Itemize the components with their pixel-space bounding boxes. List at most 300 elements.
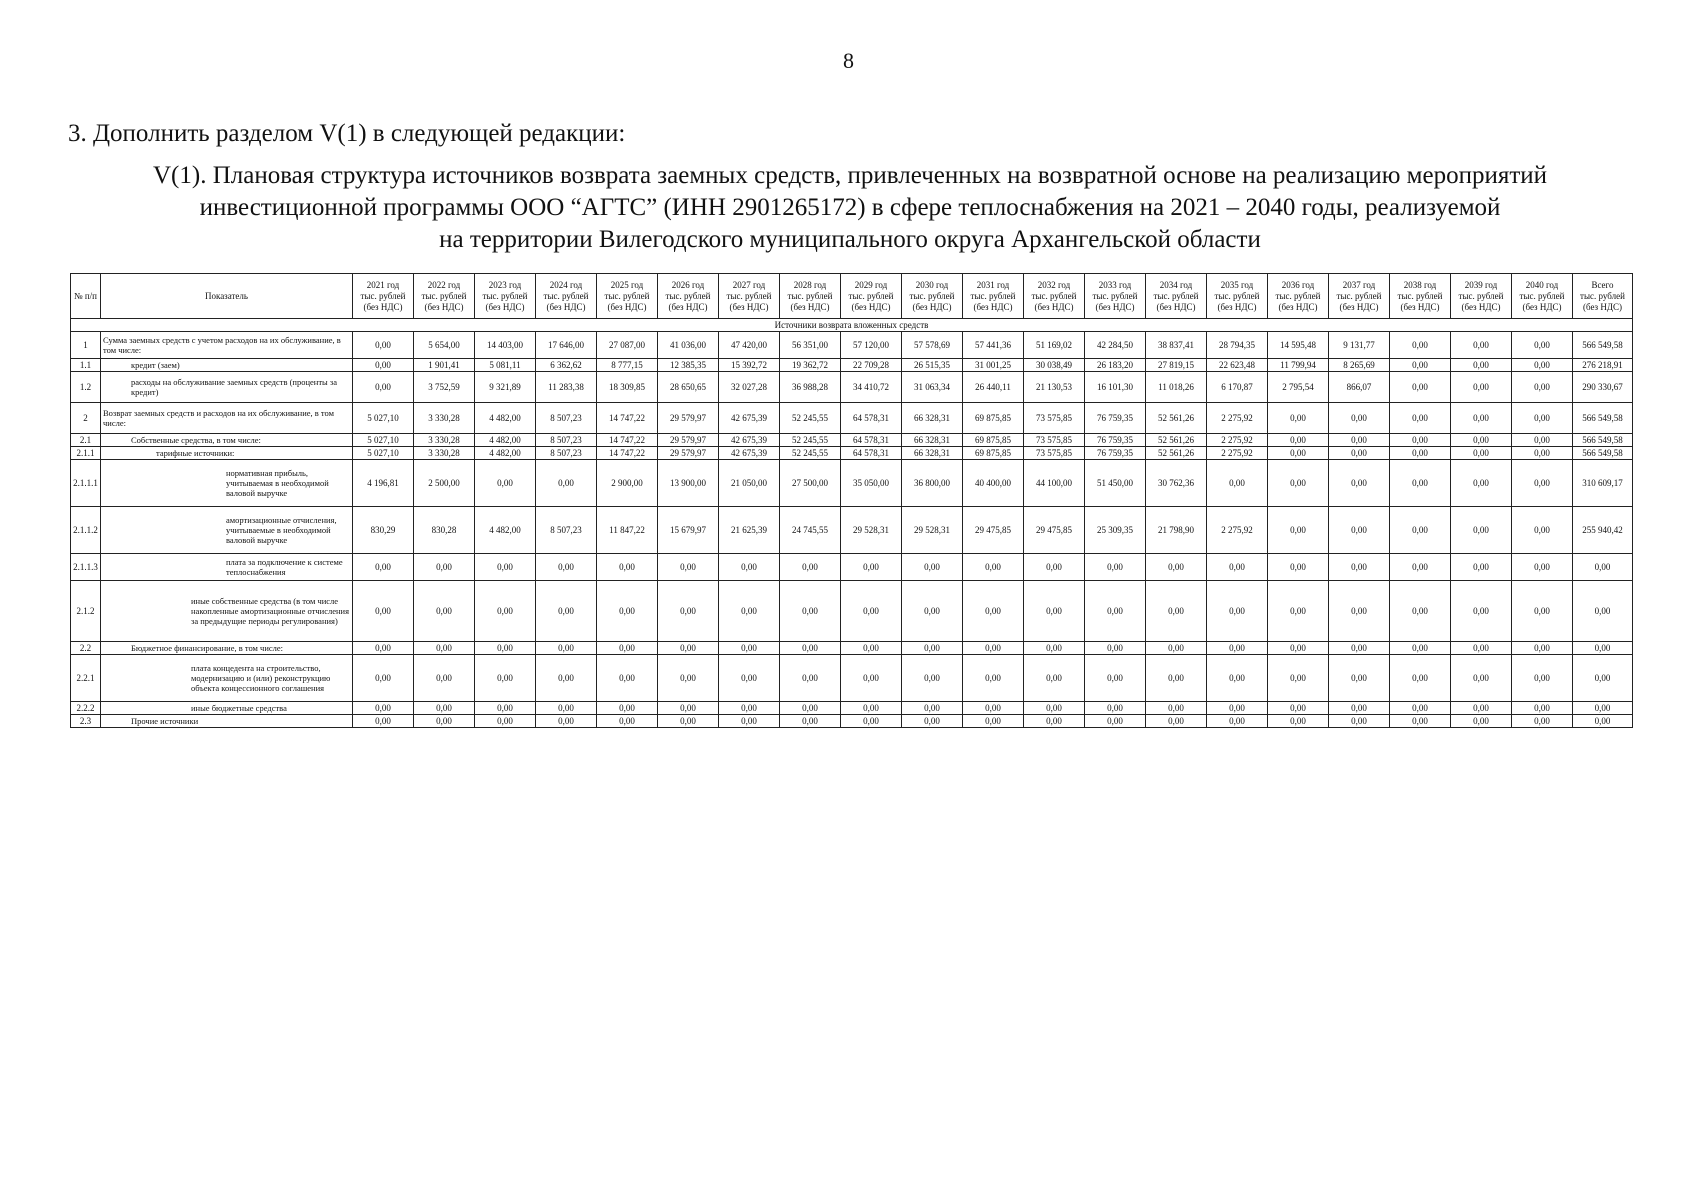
row-value: 0,00 — [1329, 581, 1390, 642]
row-value: 64 578,31 — [841, 434, 902, 447]
instruction-text: 3. Дополнить разделом V(1) в следующей редакции: — [68, 120, 626, 147]
row-value: 52 561,26 — [1146, 447, 1207, 460]
row-value: 15 679,97 — [658, 507, 719, 554]
header-vat: (без НДС) — [607, 301, 647, 312]
row-value: 0,00 — [475, 581, 536, 642]
row-value: 0,00 — [1451, 655, 1512, 702]
table-row — [71, 403, 1633, 434]
row-value: 0,00 — [1268, 507, 1329, 554]
row-value: 0,00 — [1390, 434, 1451, 447]
header-vat: (без НДС) — [1339, 301, 1379, 312]
row-value: 0,00 — [1390, 581, 1451, 642]
header-vat: (без НДС) — [424, 301, 464, 312]
row-value: 0,00 — [1512, 447, 1573, 460]
row-value: 25 309,35 — [1085, 507, 1146, 554]
header-vat: (без НДС) — [485, 301, 525, 312]
row-value: 5 654,00 — [414, 332, 475, 359]
row-value: 0,00 — [780, 715, 841, 728]
row-value: 31 063,34 — [902, 372, 963, 403]
row-value: 73 575,85 — [1024, 403, 1085, 434]
row-value: 2 500,00 — [414, 460, 475, 507]
row-value: 0,00 — [1512, 434, 1573, 447]
row-value: 0,00 — [414, 642, 475, 655]
header-unit: тыс. рублей — [1336, 290, 1382, 301]
row-value: 0,00 — [719, 702, 780, 715]
header-year-label: 2035 год — [1220, 279, 1254, 290]
header-indicator: Показатель — [101, 274, 353, 319]
header-year-label: 2034 год — [1159, 279, 1193, 290]
header-year — [597, 274, 658, 319]
row-value: 0,00 — [1390, 372, 1451, 403]
row-value: 0,00 — [475, 642, 536, 655]
row-value: 76 759,35 — [1085, 447, 1146, 460]
row-value: 0,00 — [963, 581, 1024, 642]
row-value: 0,00 — [1451, 447, 1512, 460]
row-indicator: Возврат заемных средств и расходов на их обслуживание, в том числе: — [101, 403, 353, 434]
header-vat: (без НДС) — [1034, 301, 1074, 312]
row-indicator: иные бюджетные средства — [101, 702, 353, 715]
row-value: 11 283,38 — [536, 372, 597, 403]
row-value: 36 988,28 — [780, 372, 841, 403]
row-value: 2 275,92 — [1207, 434, 1268, 447]
title-line: V(1). Плановая структура источников возврата заемных средств, привлеченных на возвратной основе на реализацию мероприятий — [152, 162, 1548, 189]
row-value: 0,00 — [1329, 702, 1390, 715]
row-value: 0,00 — [1268, 702, 1329, 715]
row-value: 28 794,35 — [1207, 332, 1268, 359]
row-indicator: плата за подключение к системе теплоснабжения — [101, 554, 353, 581]
row-value: 0,00 — [1024, 715, 1085, 728]
row-value: 29 475,85 — [963, 507, 1024, 554]
row-value: 3 330,28 — [414, 447, 475, 460]
row-value: 56 351,00 — [780, 332, 841, 359]
row-value: 8 777,15 — [597, 359, 658, 372]
row-value: 0,00 — [353, 581, 414, 642]
header-year — [1390, 274, 1451, 319]
row-value: 0,00 — [1451, 434, 1512, 447]
row-number: 2.1.2 — [71, 581, 101, 642]
header-year — [414, 274, 475, 319]
row-value: 0,00 — [1512, 655, 1573, 702]
row-value: 0,00 — [1146, 655, 1207, 702]
row-value: 0,00 — [1451, 359, 1512, 372]
row-value: 14 747,22 — [597, 403, 658, 434]
row-value: 0,00 — [597, 702, 658, 715]
header-year-label: 2032 год — [1037, 279, 1071, 290]
row-value: 0,00 — [597, 554, 658, 581]
row-value: 29 475,85 — [1024, 507, 1085, 554]
row-indicator: иные собственные средства (в том числе накопленные амортизационные отчисления за предыдущие периоды регулирования) — [101, 581, 353, 642]
row-value: 0,00 — [1390, 715, 1451, 728]
header-year — [658, 274, 719, 319]
row-value: 27 087,00 — [597, 332, 658, 359]
row-total: 276 218,91 — [1573, 359, 1633, 372]
row-value: 18 309,85 — [597, 372, 658, 403]
row-value: 29 579,97 — [658, 403, 719, 434]
table-header-row — [71, 274, 1633, 319]
row-value: 0,00 — [841, 702, 902, 715]
row-value: 0,00 — [536, 702, 597, 715]
header-year — [1268, 274, 1329, 319]
row-value: 69 875,85 — [963, 447, 1024, 460]
row-value: 0,00 — [1451, 581, 1512, 642]
table-row — [71, 715, 1633, 728]
row-value: 0,00 — [658, 642, 719, 655]
row-value: 0,00 — [1451, 715, 1512, 728]
row-value: 0,00 — [1512, 460, 1573, 507]
row-value: 0,00 — [719, 581, 780, 642]
row-value: 11 799,94 — [1268, 359, 1329, 372]
row-value: 24 745,55 — [780, 507, 841, 554]
table-row — [71, 642, 1633, 655]
row-value: 0,00 — [780, 554, 841, 581]
header-vat: (без НДС) — [1461, 301, 1501, 312]
row-indicator: плата концедента на строительство, модернизацию и (или) реконструкцию объекта концессионного соглашения — [101, 655, 353, 702]
row-value: 0,00 — [414, 655, 475, 702]
row-value: 44 100,00 — [1024, 460, 1085, 507]
header-year — [1573, 274, 1633, 319]
row-value: 2 795,54 — [1268, 372, 1329, 403]
table-row — [71, 332, 1633, 359]
row-value: 19 362,72 — [780, 359, 841, 372]
row-value: 0,00 — [1146, 642, 1207, 655]
row-value: 0,00 — [1207, 581, 1268, 642]
header-unit: тыс. рублей — [1397, 290, 1443, 301]
header-unit: тыс. рублей — [1214, 290, 1260, 301]
row-number: 2.2.1 — [71, 655, 101, 702]
row-value: 0,00 — [353, 359, 414, 372]
header-year — [1024, 274, 1085, 319]
row-value: 0,00 — [780, 702, 841, 715]
header-year-label: Всего — [1591, 279, 1614, 290]
row-value: 0,00 — [1329, 460, 1390, 507]
header-year-label: 2038 год — [1403, 279, 1437, 290]
row-value: 0,00 — [1329, 403, 1390, 434]
header-year-label: 2040 год — [1525, 279, 1559, 290]
row-value: 0,00 — [414, 581, 475, 642]
row-value: 0,00 — [1390, 359, 1451, 372]
header-num: № п/п — [71, 274, 101, 319]
header-year-label: 2033 год — [1098, 279, 1132, 290]
row-value: 0,00 — [475, 702, 536, 715]
row-value: 0,00 — [1512, 581, 1573, 642]
row-value: 52 245,55 — [780, 403, 841, 434]
header-vat: (без НДС) — [790, 301, 830, 312]
table-row — [71, 447, 1633, 460]
row-value: 0,00 — [1390, 642, 1451, 655]
row-indicator: кредит (заем) — [101, 359, 353, 372]
row-value: 42 675,39 — [719, 447, 780, 460]
header-vat: (без НДС) — [729, 301, 769, 312]
title-line: на территории Вилегодского муниципального округа Архангельской области — [439, 226, 1261, 253]
row-value: 5 027,10 — [353, 434, 414, 447]
section-label: Источники возврата вложенных средств — [71, 319, 1633, 332]
row-value: 73 575,85 — [1024, 434, 1085, 447]
row-value: 0,00 — [658, 715, 719, 728]
row-number: 2.1.1.2 — [71, 507, 101, 554]
header-year — [1512, 274, 1573, 319]
header-year — [536, 274, 597, 319]
row-value: 0,00 — [1329, 507, 1390, 554]
header-unit: тыс. рублей — [1153, 290, 1199, 301]
row-value: 0,00 — [1024, 655, 1085, 702]
table-wrapper — [70, 273, 1632, 728]
row-value: 0,00 — [1390, 702, 1451, 715]
row-value: 2 900,00 — [597, 460, 658, 507]
row-value: 0,00 — [1024, 702, 1085, 715]
header-unit: тыс. рублей — [1031, 290, 1077, 301]
row-value: 0,00 — [1512, 372, 1573, 403]
row-number: 1.1 — [71, 359, 101, 372]
header-vat: (без НДС) — [1217, 301, 1257, 312]
table-row — [71, 581, 1633, 642]
row-number: 1 — [71, 332, 101, 359]
row-value: 0,00 — [1268, 715, 1329, 728]
row-total: 0,00 — [1573, 715, 1633, 728]
table-row — [71, 372, 1633, 403]
row-value: 0,00 — [1146, 581, 1207, 642]
row-value: 22 623,48 — [1207, 359, 1268, 372]
row-value: 26 440,11 — [963, 372, 1024, 403]
row-value: 0,00 — [1329, 655, 1390, 702]
row-value: 0,00 — [475, 715, 536, 728]
row-value: 0,00 — [719, 655, 780, 702]
header-year-label: 2037 год — [1342, 279, 1376, 290]
header-vat: (без НДС) — [1582, 301, 1622, 312]
row-value: 0,00 — [1268, 447, 1329, 460]
row-value: 0,00 — [963, 554, 1024, 581]
row-value: 0,00 — [1085, 642, 1146, 655]
row-value: 14 747,22 — [597, 434, 658, 447]
row-value: 0,00 — [1268, 434, 1329, 447]
row-value: 0,00 — [1024, 642, 1085, 655]
row-value: 0,00 — [414, 715, 475, 728]
row-value: 4 482,00 — [475, 507, 536, 554]
row-value: 21 130,53 — [1024, 372, 1085, 403]
row-value: 35 050,00 — [841, 460, 902, 507]
row-value: 0,00 — [536, 655, 597, 702]
row-value: 0,00 — [1512, 359, 1573, 372]
row-value: 2 275,92 — [1207, 447, 1268, 460]
row-value: 0,00 — [1268, 554, 1329, 581]
table-row — [71, 554, 1633, 581]
row-value: 11 018,26 — [1146, 372, 1207, 403]
header-year — [780, 274, 841, 319]
row-value: 52 245,55 — [780, 434, 841, 447]
row-value: 0,00 — [963, 702, 1024, 715]
row-value: 0,00 — [1390, 655, 1451, 702]
header-year-label: 2030 год — [915, 279, 949, 290]
row-value: 21 625,39 — [719, 507, 780, 554]
row-value: 0,00 — [658, 581, 719, 642]
row-value: 30 762,36 — [1146, 460, 1207, 507]
row-value: 0,00 — [475, 460, 536, 507]
row-value: 0,00 — [536, 554, 597, 581]
row-value: 5 027,10 — [353, 447, 414, 460]
row-indicator: нормативная прибыль, учитываемая в необходимой валовой выручке — [101, 460, 353, 507]
row-value: 0,00 — [1390, 403, 1451, 434]
header-vat: (без НДС) — [1156, 301, 1196, 312]
row-value: 0,00 — [1268, 581, 1329, 642]
header-vat: (без НДС) — [851, 301, 891, 312]
row-value: 69 875,85 — [963, 403, 1024, 434]
row-value: 0,00 — [475, 554, 536, 581]
row-value: 3 330,28 — [414, 403, 475, 434]
row-value: 0,00 — [1512, 332, 1573, 359]
header-unit: тыс. рублей — [360, 290, 406, 301]
row-value: 0,00 — [1268, 642, 1329, 655]
row-value: 0,00 — [353, 702, 414, 715]
title-line: инвестиционной программы ООО “АГТС” (ИНН 2901265172) в сфере теплоснабжения на 2021 – 2040 годы, реализуемой — [199, 194, 1501, 221]
row-value: 0,00 — [1512, 642, 1573, 655]
table-row — [71, 655, 1633, 702]
row-value: 0,00 — [902, 655, 963, 702]
row-value: 0,00 — [1329, 554, 1390, 581]
row-value: 1 901,41 — [414, 359, 475, 372]
row-number: 2 — [71, 403, 101, 434]
row-value: 28 650,65 — [658, 372, 719, 403]
header-unit: тыс. рублей — [1519, 290, 1565, 301]
row-value: 34 410,72 — [841, 372, 902, 403]
row-value: 0,00 — [963, 655, 1024, 702]
row-value: 42 284,50 — [1085, 332, 1146, 359]
row-indicator: амортизационные отчисления, учитываемые в необходимой валовой выручке — [101, 507, 353, 554]
row-number: 2.2.2 — [71, 702, 101, 715]
header-vat: (без НДС) — [668, 301, 708, 312]
row-value: 0,00 — [719, 642, 780, 655]
row-value: 0,00 — [1207, 715, 1268, 728]
header-vat: (без НДС) — [912, 301, 952, 312]
row-indicator: Бюджетное финансирование, в том числе: — [101, 642, 353, 655]
header-year-label: 2031 год — [976, 279, 1010, 290]
row-value: 64 578,31 — [841, 447, 902, 460]
row-value: 0,00 — [902, 715, 963, 728]
row-value: 830,29 — [353, 507, 414, 554]
row-value: 66 328,31 — [902, 447, 963, 460]
row-value: 0,00 — [353, 554, 414, 581]
row-value: 0,00 — [841, 554, 902, 581]
row-value: 0,00 — [963, 715, 1024, 728]
row-value: 8 507,23 — [536, 434, 597, 447]
header-unit: тыс. рублей — [604, 290, 650, 301]
row-value: 0,00 — [658, 554, 719, 581]
row-value: 8 507,23 — [536, 403, 597, 434]
header-year — [963, 274, 1024, 319]
header-year-label: 2022 год — [427, 279, 461, 290]
row-value: 51 169,02 — [1024, 332, 1085, 359]
row-total: 310 609,17 — [1573, 460, 1633, 507]
row-value: 0,00 — [1390, 554, 1451, 581]
row-number: 1.2 — [71, 372, 101, 403]
row-value: 0,00 — [1268, 655, 1329, 702]
row-value: 8 507,23 — [536, 447, 597, 460]
row-value: 52 561,26 — [1146, 403, 1207, 434]
table-row — [71, 434, 1633, 447]
row-value: 0,00 — [1512, 702, 1573, 715]
row-indicator: тарифные источники: — [101, 447, 353, 460]
row-value: 57 120,00 — [841, 332, 902, 359]
row-value: 0,00 — [902, 702, 963, 715]
row-value: 4 482,00 — [475, 403, 536, 434]
row-value: 0,00 — [1451, 460, 1512, 507]
row-value: 6 170,87 — [1207, 372, 1268, 403]
row-value: 0,00 — [1329, 434, 1390, 447]
row-value: 17 646,00 — [536, 332, 597, 359]
row-value: 0,00 — [353, 655, 414, 702]
row-value: 0,00 — [353, 332, 414, 359]
row-value: 0,00 — [597, 715, 658, 728]
row-value: 0,00 — [1451, 554, 1512, 581]
row-value: 0,00 — [414, 554, 475, 581]
row-value: 0,00 — [719, 715, 780, 728]
header-year-label: 2027 год — [732, 279, 766, 290]
header-unit: тыс. рублей — [482, 290, 528, 301]
header-vat: (без НДС) — [1400, 301, 1440, 312]
row-value: 4 482,00 — [475, 434, 536, 447]
row-value: 0,00 — [841, 715, 902, 728]
row-number: 2.1.1.1 — [71, 460, 101, 507]
row-value: 0,00 — [1146, 702, 1207, 715]
row-value: 0,00 — [536, 581, 597, 642]
row-value: 66 328,31 — [902, 434, 963, 447]
row-value: 27 500,00 — [780, 460, 841, 507]
row-value: 0,00 — [475, 655, 536, 702]
row-value: 0,00 — [1146, 715, 1207, 728]
row-value: 29 528,31 — [841, 507, 902, 554]
section-row — [71, 319, 1633, 332]
row-value: 0,00 — [780, 655, 841, 702]
table-row — [71, 702, 1633, 715]
row-total: 566 549,58 — [1573, 434, 1633, 447]
row-value: 27 819,15 — [1146, 359, 1207, 372]
row-value: 0,00 — [536, 715, 597, 728]
row-value: 0,00 — [1512, 507, 1573, 554]
row-value: 41 036,00 — [658, 332, 719, 359]
row-value: 0,00 — [780, 581, 841, 642]
row-value: 22 709,28 — [841, 359, 902, 372]
row-value: 5 027,10 — [353, 403, 414, 434]
row-value: 26 515,35 — [902, 359, 963, 372]
row-value: 0,00 — [1512, 715, 1573, 728]
row-value: 4 196,81 — [353, 460, 414, 507]
header-unit: тыс. рублей — [970, 290, 1016, 301]
table-row — [71, 507, 1633, 554]
header-year-label: 2023 год — [488, 279, 522, 290]
row-value: 0,00 — [1451, 702, 1512, 715]
row-value: 30 038,49 — [1024, 359, 1085, 372]
row-number: 2.3 — [71, 715, 101, 728]
row-value: 73 575,85 — [1024, 447, 1085, 460]
row-value: 0,00 — [1085, 581, 1146, 642]
table-row — [71, 359, 1633, 372]
row-value: 47 420,00 — [719, 332, 780, 359]
row-value: 0,00 — [353, 372, 414, 403]
row-value: 69 875,85 — [963, 434, 1024, 447]
header-vat: (без НДС) — [973, 301, 1013, 312]
row-value: 0,00 — [658, 702, 719, 715]
row-value: 6 362,62 — [536, 359, 597, 372]
row-value: 0,00 — [841, 642, 902, 655]
header-year — [719, 274, 780, 319]
header-year — [1451, 274, 1512, 319]
header-vat: (без НДС) — [1278, 301, 1318, 312]
row-value: 0,00 — [353, 715, 414, 728]
row-value: 40 400,00 — [963, 460, 1024, 507]
row-value: 0,00 — [841, 581, 902, 642]
row-value: 4 482,00 — [475, 447, 536, 460]
row-value: 9 321,89 — [475, 372, 536, 403]
row-value: 8 507,23 — [536, 507, 597, 554]
row-value: 0,00 — [1329, 642, 1390, 655]
